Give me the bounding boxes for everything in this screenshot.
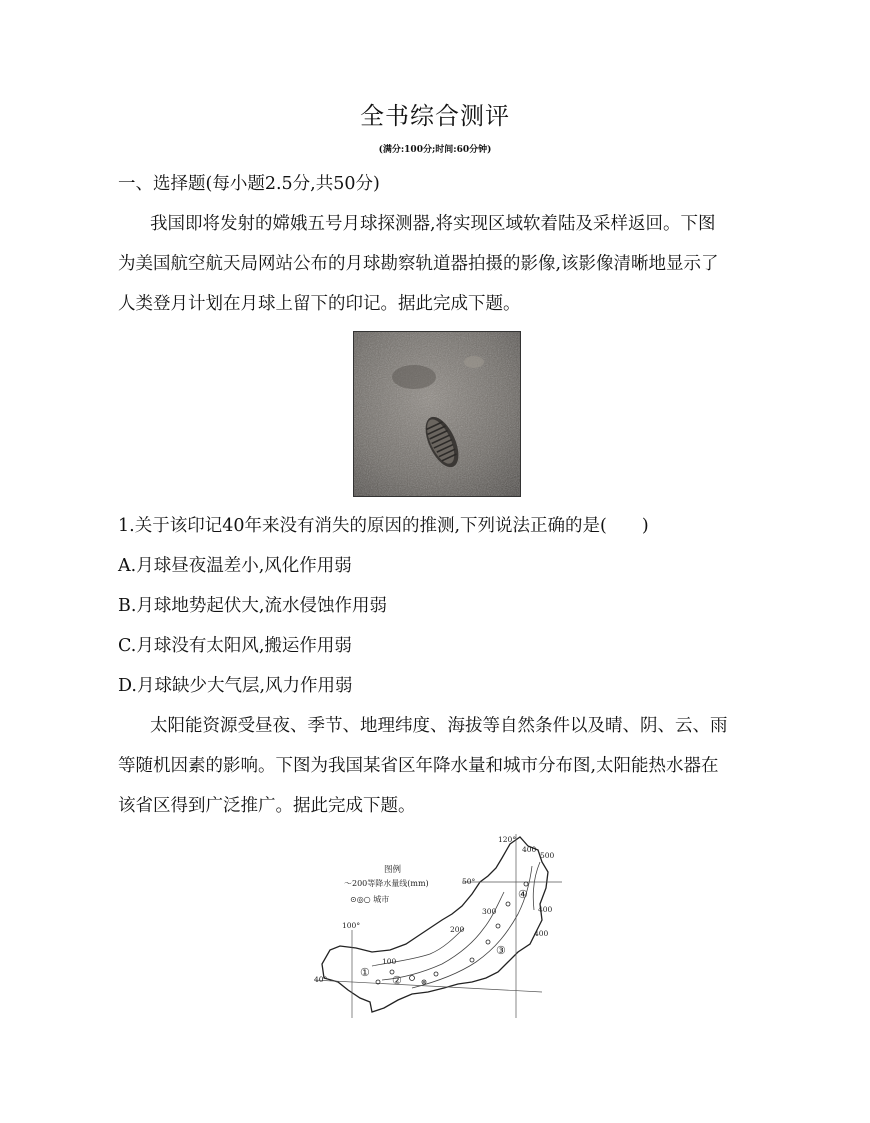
label-iso-400a: 400 [522,845,537,854]
question-1-option-a[interactable]: A.月球昼夜温差小,风化作用弱 [118,556,352,576]
passage2-line-1: 太阳能资源受昼夜、季节、地理纬度、海拔等自然条件以及晴、阴、云、雨 [150,716,728,736]
label-iso-400b: 400 [538,905,553,914]
region-4: ④ [518,888,528,901]
label-lat-50: 50° [462,877,476,886]
section-heading: 一、选择题(每小题2.5分,共50分) [118,174,380,194]
label-iso-400c: 400 [534,929,549,938]
question-1-stem: 1.关于该印记40年来没有消失的原因的推测,下列说法正确的是( ) [118,516,649,536]
passage2-line-3: 该省区得到广泛推广。据此完成下题。 [118,796,416,816]
label-iso-200: 200 [450,925,465,934]
legend-isoline: ～200等降水量线(mm) [344,879,429,888]
question-1-option-d[interactable]: D.月球缺少大气层,风力作用弱 [118,676,353,696]
region-2: ② [392,974,402,987]
passage1-line-2: 为美国航空航天局网站公布的月球勘察轨道器拍摄的影像,该影像清晰地显示了 [118,254,719,274]
passage1-line-3: 人类登月计划在月球上留下的印记。据此完成下题。 [118,294,521,314]
page-title: 全书综合测评 [360,102,510,130]
label-lat-40: 40° [314,975,328,984]
region-3: ③ [496,944,506,957]
label-iso-100: 100 [382,957,397,966]
label-lon-100: 100° [342,921,361,930]
precipitation-city-map [312,832,562,1022]
label-lon-120: 120° [498,835,517,844]
moon-footprint-photo [353,331,521,497]
label-iso-500: 500 [540,851,555,860]
legend-title: 图例 [384,865,402,875]
exam-info: (满分:100分;时间:60分钟) [378,145,492,155]
legend-city: ⊙◎○ 城市 [350,895,390,904]
region-1: ① [360,966,370,979]
question-1-option-c[interactable]: C.月球没有太阳风,搬运作用弱 [118,636,352,656]
label-iso-300: 300 [482,907,497,916]
passage2-line-2: 等随机因素的影响。下图为我国某省区年降水量和城市分布图,太阳能热水器在 [118,756,719,776]
question-1-option-b[interactable]: B.月球地势起伏大,流水侵蚀作用弱 [118,596,387,616]
passage1-line-1: 我国即将发射的嫦娥五号月球探测器,将实现区域软着陆及采样返回。下图 [150,214,716,234]
